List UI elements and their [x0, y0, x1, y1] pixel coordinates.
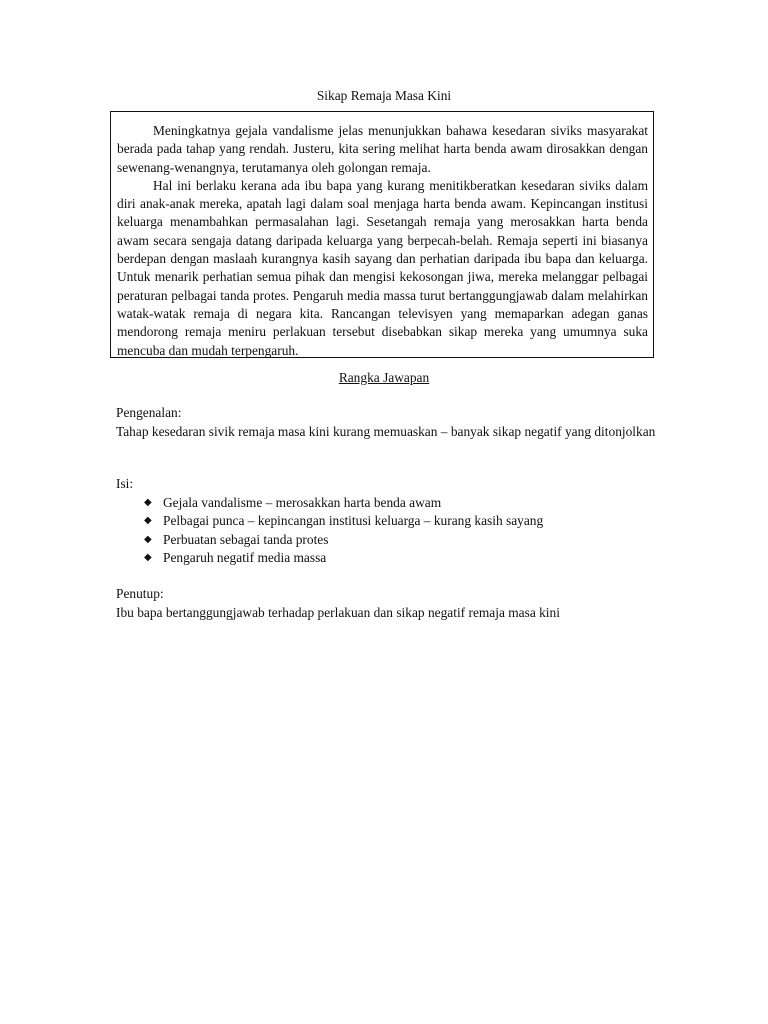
- diamond-bullet-icon: ◆: [144, 533, 152, 545]
- passage-paragraph: Hal ini berlaku kerana ada ibu bapa yang kurang menitikberatkan kesedaran siviks dalam diri anak-anak mereka, apatah lagi dalam soal menjaga harta benda awam. Kepincangan institusi keluarga menambahkan permasalahan lagi. Sesetangah remaja yang merosakkan harta benda awam secara sengaja datang daripada keluarga yang berpecah-belah. Remaja seperti ini biasanya berdepan dengan maslaah kurangnya kasih sayang dan perhatian daripada ibu bapa dan keluarga. Untuk menarik perhatian semua pihak dan mengisi kekosongan jiwa, mereka melanggar pelbagai peraturan pelbagai tanda protes. Pengaruh media massa turut bertanggungjawab dalam melahirkan watak-watak remaja di negara kita. Rancangan televisyen yang memaparkan adegan ganas mendorong remaja meniru perlakuan tersebut disebabkan sikap mereka yang umumnya suka mencuba dan mudah terpengaruh.: [117, 177, 648, 358]
- body-label: Isi:: [116, 476, 134, 491]
- list-item-text: Gejala vandalisme – merosakkan harta benda awam: [163, 494, 442, 510]
- diamond-bullet-icon: ◆: [144, 552, 152, 564]
- diamond-bullet-icon: ◆: [144, 515, 152, 527]
- list-item: [144, 531, 656, 550]
- passage-box: [110, 111, 654, 358]
- list-item-text: Pengaruh negatif media massa: [163, 550, 327, 566]
- outline-heading-text: Rangka Jawapan: [338, 370, 430, 385]
- body-section: [116, 475, 656, 568]
- list-item: [144, 494, 656, 513]
- intro-label: Pengenalan:: [116, 405, 182, 420]
- closing-label: Penutup:: [116, 586, 164, 601]
- outline-heading: [0, 369, 768, 387]
- passage-paragraph: Meningkatnya gejala vandalisme jelas menunjukkan bahawa kesedaran siviks masyarakat berada pada tahap yang rendah. Justeru, kita sering melihat harta benda awam dirosakkan dengan sewenang-wenangnya, terutamanya oleh golongan remaja.: [117, 123, 648, 175]
- diamond-bullet-icon: ◆: [144, 496, 152, 508]
- closing-text: Ibu bapa bertanggungjawab terhadap perlakuan dan sikap negatif remaja masa kini: [116, 604, 560, 620]
- page-title: Sikap Remaja Masa Kini: [316, 88, 452, 103]
- intro-text: Tahap kesedaran sivik remaja masa kini kurang memuaskan – banyak sikap negatif yang ditonjolkan: [116, 423, 656, 439]
- closing-section: [116, 585, 656, 622]
- intro-section: [116, 404, 656, 441]
- list-item: [144, 549, 656, 568]
- body-points-list: [144, 494, 656, 568]
- list-item: [144, 512, 656, 531]
- list-item-text: Pelbagai punca – kepincangan institusi keluarga – kurang kasih sayang: [163, 513, 544, 529]
- list-item-text: Perbuatan sebagai tanda protes: [163, 531, 329, 547]
